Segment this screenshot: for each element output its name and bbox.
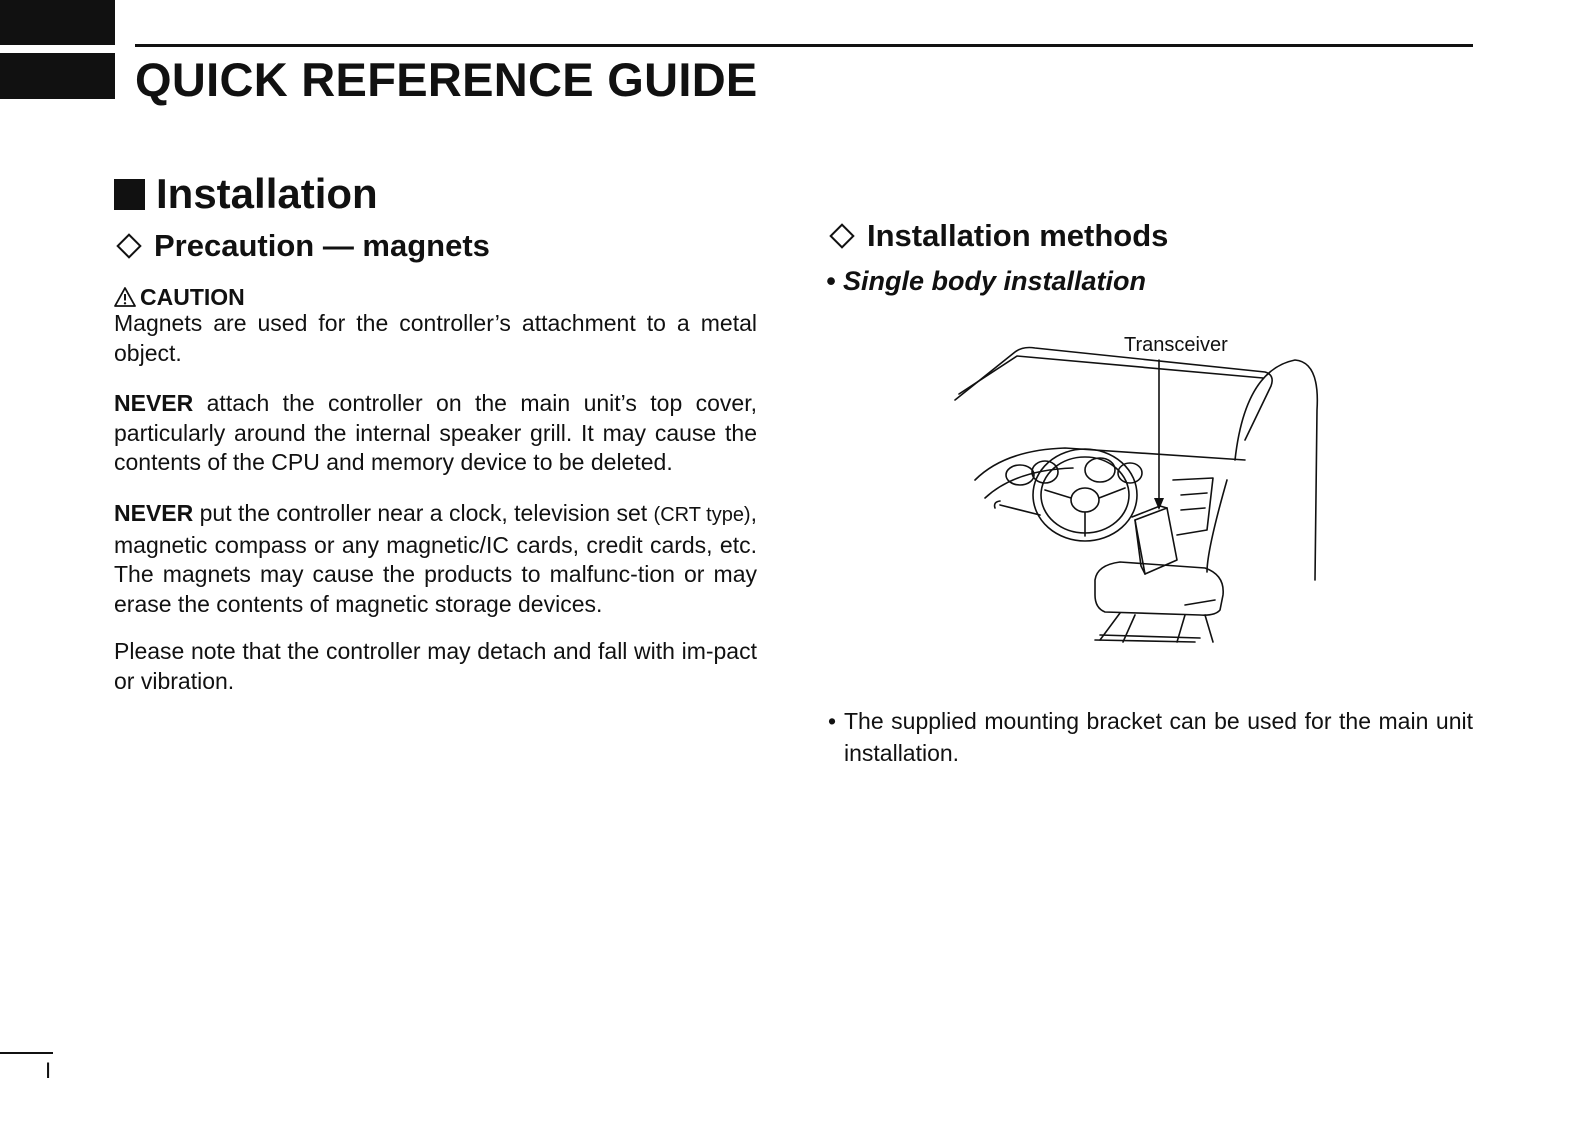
single-body-installation-heading: • Single body installation (826, 266, 1146, 296)
header-tab-bottom (0, 53, 115, 99)
section-title-text: Installation (156, 170, 378, 217)
diamond-icon (116, 233, 141, 258)
warning-triangle-icon (114, 287, 136, 307)
page-title: QUICK REFERENCE GUIDE (135, 53, 758, 106)
precaution-heading (114, 226, 490, 266)
bullet-dot: • (828, 708, 837, 734)
paragraph-3 (114, 499, 757, 619)
caution-text: CAUTION (140, 284, 245, 310)
page-number: I (45, 1058, 52, 1083)
crt-type-note: (CRT type) (653, 504, 751, 526)
mounting-bracket-note-text: The supplied mounting bracket can be used for the main unit installation. (844, 708, 1473, 766)
paragraph-2 (114, 389, 757, 478)
never-emphasis: NEVER (114, 390, 194, 416)
paragraph-3-text-a: put the controller near a clock, television set (193, 500, 654, 526)
paragraph-3-text-b: , magnetic compass or any magnetic/IC cards, credit cards, etc. The magnets may cause the products to malfunc-tion or may erase the contents of magnetic storage devices. (114, 500, 757, 617)
diamond-icon (829, 223, 854, 248)
paragraph-4-text: Please note that the controller may detach and fall with im-pact or vibration. (114, 638, 757, 694)
paragraph-1 (114, 309, 757, 368)
header-tab-top (0, 0, 115, 45)
installation-methods-heading (827, 216, 1168, 256)
header-rule (135, 44, 1473, 47)
car-installation-illustration (945, 330, 1345, 660)
transceiver-label: Transceiver (1124, 334, 1228, 356)
paragraph-2-text: attach the controller on the main unit’s top cover, particularly around the internal speaker grill. It may cause the contents of the CPU and memory device to be deleted. (114, 390, 757, 475)
precaution-heading-text: Precaution — magnets (154, 228, 490, 263)
paragraph-4 (114, 637, 757, 696)
caution-label (114, 282, 245, 312)
section-title (114, 168, 378, 220)
never-emphasis: NEVER (114, 500, 194, 526)
footer-rule (0, 1052, 53, 1054)
square-bullet-icon (114, 179, 145, 210)
mounting-bracket-note (828, 705, 1473, 769)
paragraph-1-text: Magnets are used for the controller’s attachment to a metal object. (114, 310, 757, 366)
installation-methods-text: Installation methods (867, 218, 1169, 253)
